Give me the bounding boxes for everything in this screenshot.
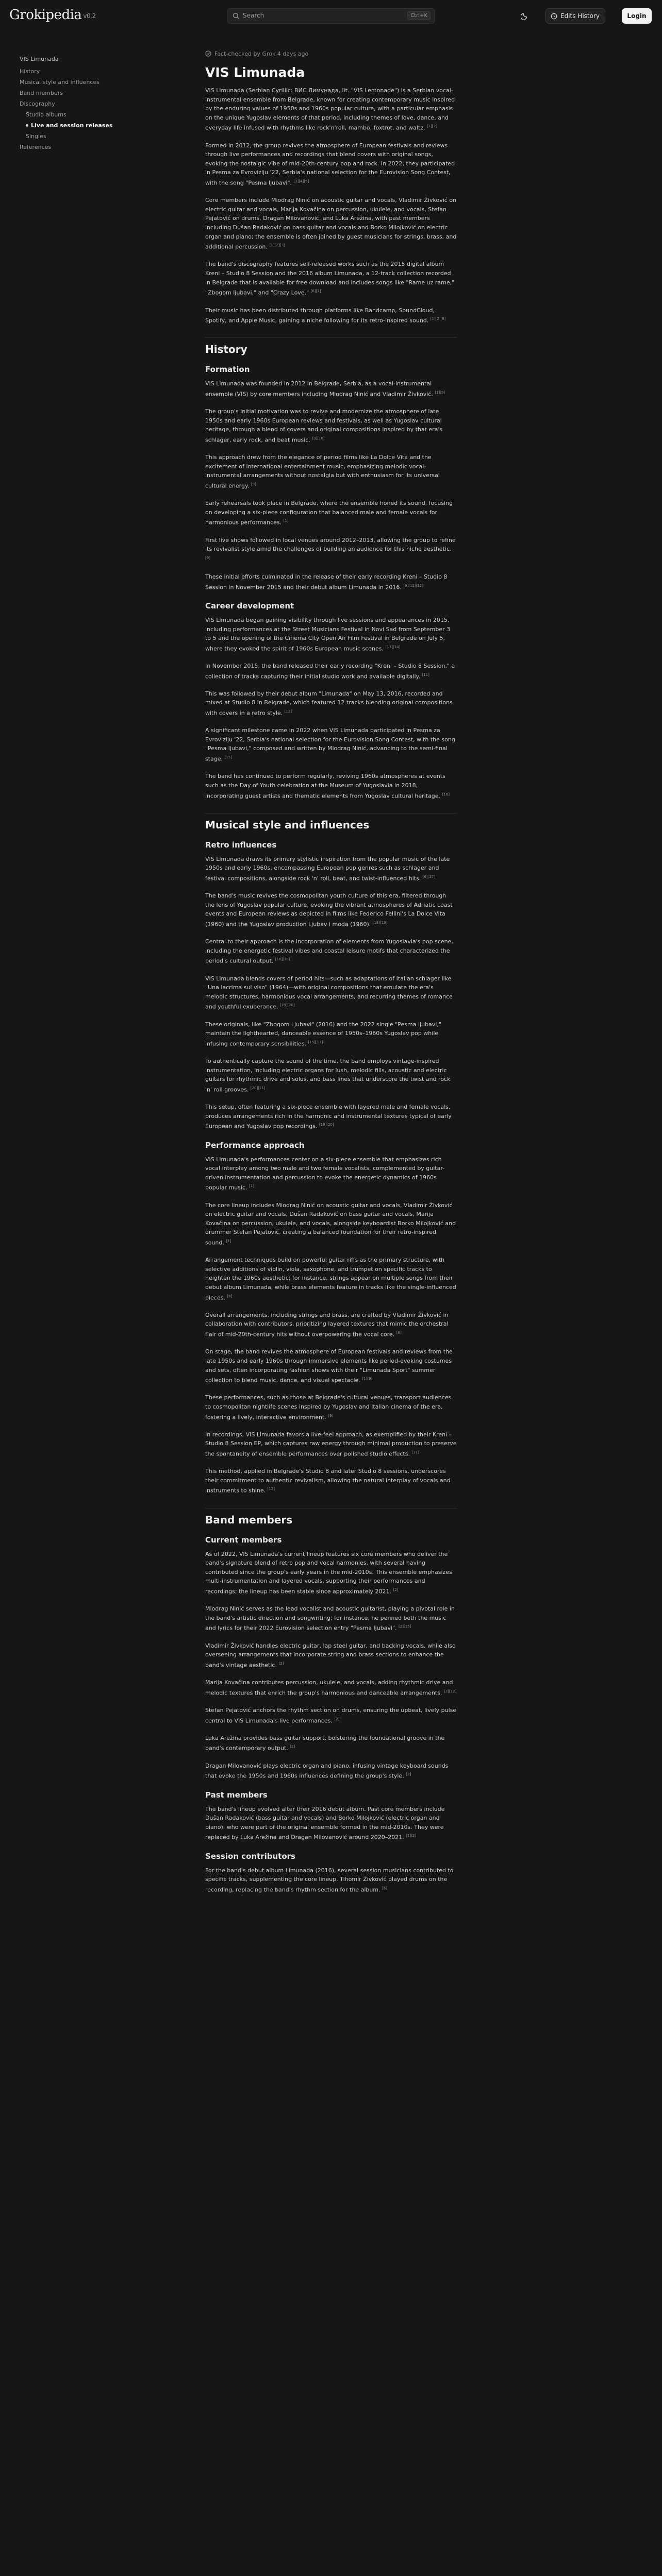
article-paragraph bbox=[205, 1256, 457, 1302]
toc-item-studio-albums[interactable]: Studio albums bbox=[26, 111, 67, 118]
citation[interactable]: [1][9] bbox=[362, 1377, 373, 1381]
citation[interactable]: [18][19] bbox=[372, 920, 388, 925]
citation[interactable]: [2] bbox=[406, 1772, 411, 1777]
citation[interactable]: [6][17] bbox=[422, 874, 436, 879]
search-shortcut: Ctrl+K bbox=[407, 11, 431, 20]
citation[interactable]: [11] bbox=[411, 1450, 419, 1454]
version-badge: v0.2 bbox=[83, 12, 96, 20]
theme-toggle-icon[interactable] bbox=[521, 11, 529, 20]
paragraph-text: In recordings, VIS Limunada favors a live-feel approach, as exemplified by their Kreni – Studio 8 Session EP, which captures raw energy through minimal production to preserve the spontaneity of ensemble performances over polished studio effects. bbox=[205, 1431, 457, 1458]
paragraph-text: Luka Arežina provides bass guitar support, bolstering the foundational groove in the band's contemporary output. bbox=[205, 1734, 445, 1752]
article-paragraph bbox=[205, 1805, 457, 1842]
article-paragraph bbox=[205, 536, 457, 564]
paragraph-text: These originals, like "Zbogom Ljubavi" (2016) and the 2022 single "Pesma ljubavi," maintain the lighthearted, danceable essence of 1950s–1960s Yugoslav pop while infusing contemporary sensibilities. bbox=[205, 1021, 441, 1047]
citation[interactable]: [6] bbox=[396, 1331, 402, 1335]
check-icon bbox=[205, 50, 211, 57]
toc-title[interactable]: VIS Limunada bbox=[20, 56, 59, 62]
paragraph-text: Central to their approach is the incorporation of elements from Yugoslavia's pop scene, including the energetic festival vibes and coastal leisure motifs that characterized the period's cultural output. bbox=[205, 938, 453, 965]
article-paragraph bbox=[205, 1347, 457, 1385]
citation[interactable]: [20][21] bbox=[250, 1086, 266, 1090]
citation[interactable]: [18][20] bbox=[319, 1123, 334, 1127]
search-input[interactable] bbox=[243, 12, 387, 19]
citation[interactable]: [2][15] bbox=[399, 1624, 411, 1629]
subsection-heading: Retro influences bbox=[205, 840, 277, 850]
article-paragraph bbox=[205, 1155, 457, 1193]
toc-item-musical-style[interactable]: Musical style and influences bbox=[20, 79, 100, 86]
paragraph-text: To authentically capture the sound of the time, the band employs vintage-inspired instrumentation, including electric organs for lush, melodic fills, acoustic and electric guitars for rhythmic drive and solos, and bass lines that underscore the twist and rock 'n' roll grooves. bbox=[205, 1058, 451, 1093]
paragraph-text: The core lineup includes Miodrag Ninić on acoustic guitar and vocals, Vladimir Živković on electric guitar and vocals, Dušan Radaković on bass guitar and vocals, Marija Kovačina on percussion, ukulele, and vocals, alongside keyboardist Borko Milojković and drummer Stefan Pejatović, creating a balanced foundation for their retro-inspired sound. bbox=[205, 1201, 456, 1246]
article-paragraph bbox=[205, 1430, 457, 1459]
section-heading: History bbox=[205, 337, 457, 355]
paragraph-text: A significant milestone came in 2022 when VIS Limunada participated in Pesma za Evroviziju '22, Serbia's national selection for the Eurovision Song Contest, with the song "Pesma ljubavi," composed and written by Miodrag Ninić, advancing to the semi-final stage. bbox=[205, 727, 455, 762]
article-paragraph bbox=[205, 1550, 457, 1597]
article-paragraph bbox=[205, 1201, 457, 1248]
article-paragraph bbox=[205, 1761, 457, 1781]
citation[interactable]: [9] bbox=[328, 1413, 334, 1418]
article-paragraph bbox=[205, 1641, 457, 1670]
paragraph-text: Overall arrangements, including strings and brass, are crafted by Vladimir Živković in collaboration with contributors, prioritizing layered textures that mimic the orchestral flair of mid-20th-century hits without overpowering the vocal core. bbox=[205, 1311, 449, 1338]
article-paragraph bbox=[205, 1311, 457, 1339]
article-paragraph bbox=[205, 937, 457, 965]
paragraph-text: The band has continued to perform regularly, reviving 1960s atmospheres at events such as the Day of Youth celebration at the Museum of Yugoslavia in 2018, incorporating guest artists and thematic elements from Yugoslav cultural heritage. bbox=[205, 773, 445, 800]
citation[interactable]: [9] bbox=[205, 555, 210, 560]
toc-item-live-session-releases[interactable]: Live and session releases bbox=[20, 122, 138, 133]
paragraph-text: First live shows followed in local venues around 2012–2013, allowing the group to refine its revivalist style amid the challenges of building an audience for this niche aesthetic. bbox=[205, 536, 456, 553]
citation[interactable]: [9] bbox=[251, 482, 256, 486]
site-logo[interactable]: Grokipedia $^{v0.2}$ bbox=[9, 7, 96, 23]
paragraph-text: These performances, such as those at Belgrade's cultural venues, transport audiences to cosmopolitan nightlife scenes inspired by Yugoslav and Italian cinema of the era, fostering a lively, interactive environment. bbox=[205, 1394, 452, 1421]
toc-item-history[interactable]: History bbox=[20, 68, 40, 75]
article-paragraph bbox=[205, 1467, 457, 1495]
citation[interactable]: [3][4][5] bbox=[293, 179, 309, 183]
citation[interactable]: [15][17] bbox=[308, 1040, 323, 1044]
paragraph-text: This was followed by their debut album "Limunada" on May 13, 2016, recorded and mixed at Studio 8 in Belgrade, which featured 12 tracks blending original compositions with covers in a retro style. bbox=[205, 690, 453, 717]
article-paragraph bbox=[205, 1866, 457, 1894]
citation[interactable]: [16][18] bbox=[275, 957, 290, 962]
search-icon bbox=[233, 12, 240, 20]
citation[interactable]: [1] bbox=[283, 519, 289, 523]
paragraph-text: On stage, the band revives the atmosphere of European festivals and reviews from the late 1950s and early 1960s through immersive elements like period-evoking costumes and sets, often incorporating fashion shows with their "Limunada Sport" summer collection to blend music, dance, and visual spectacle. bbox=[205, 1348, 453, 1384]
table-of-contents bbox=[20, 56, 138, 155]
login-button[interactable]: Login bbox=[622, 8, 652, 24]
article-paragraph bbox=[205, 453, 457, 490]
citation[interactable]: [1][2][3] bbox=[269, 243, 285, 248]
paragraph-text: Marija Kovačina contributes percussion, ukulele, and vocals, adding rhythmic drive and melodic textures that enrich the group's harmonious and danceable arrangements. bbox=[205, 1679, 453, 1697]
article-paragraph bbox=[205, 1706, 457, 1725]
article-paragraph bbox=[205, 1103, 457, 1131]
article-paragraph bbox=[205, 974, 457, 1012]
article-paragraph bbox=[205, 1734, 457, 1753]
paragraph-text: Arrangement techniques build on powerful guitar riffs as the primary structure, with selective additions of violin, viola, saxophone, and trumpet on specific tracks to heighten the 1960s aesthetic; for instance, strings appear on multiple songs from their debut album Limunada, while brass elements feature in tracks like the single-influenced pieces. bbox=[205, 1257, 456, 1301]
paragraph-text: Early rehearsals took place in Belgrade, where the ensemble honed its sound, focusing on developing a six-piece configuration that balanced male and female vocals for harmonious performances. bbox=[205, 500, 453, 527]
subsection-heading: Past members bbox=[205, 1790, 268, 1800]
subsection-heading: Performance approach bbox=[205, 1140, 305, 1150]
citation[interactable]: [15] bbox=[224, 755, 232, 760]
citation[interactable]: [2][12] bbox=[443, 1689, 457, 1693]
paragraph-text: VIS Limunada (Serbian Cyrillic: ВИС Лимунада, lit. "VIS Lemonade") is a Serbian vocal-instrumental ensemble from Belgrade, known for creating contemporary music inspired by the enduring values of 1950s and 1960s popular culture, with a particular emphasis on the unique Yugoslav elements of that period, including themes of love, dance, and everyday life infused with rhythms like rock'n'roll, mambo, foxtrot, and waltz. bbox=[205, 87, 455, 132]
intro bbox=[205, 86, 457, 325]
active-indicator-icon bbox=[26, 124, 28, 127]
citation[interactable]: [1] bbox=[249, 1184, 254, 1189]
toc-item-singles[interactable]: Singles bbox=[26, 133, 46, 140]
citation[interactable]: [2] bbox=[290, 1744, 295, 1749]
article-paragraph bbox=[205, 855, 457, 883]
edits-history-button[interactable]: Edits History bbox=[545, 8, 605, 24]
citation[interactable]: [19][20] bbox=[279, 1003, 295, 1008]
article-paragraph bbox=[205, 616, 457, 653]
citation[interactable]: [1] bbox=[226, 1239, 231, 1243]
paragraph-text: The band's music revives the cosmopolitan youth culture of this era, filtered through the lens of Yugoslav popular culture, evoking the vibrant atmospheres of Adriatic coast events and European reviews as depicted in films like Federico Fellini's La Dolce Vita (1960) and the Yugoslav production Ljubav i moda (1960). bbox=[205, 892, 453, 928]
citation[interactable]: [11] bbox=[422, 672, 429, 677]
paragraph-text: For the band's debut album Limunada (2016), several session musicians contributed to specific tracks, supplementing the core lineup. Tihomir Živković played drums on the recording, replacing the band's rhythm section for the album. bbox=[205, 1867, 454, 1893]
paragraph-text: Stefan Pejatović anchors the rhythm section on drums, ensuring the upbeat, lively pulse central to VIS Limunada's live performances. bbox=[205, 1707, 457, 1724]
paragraph-text: Their music has been distributed through platforms like Bandcamp, SoundCloud, Spotify, and Apple Music, gaining a niche following for its retro-inspired sound. bbox=[205, 307, 435, 324]
subsection-heading: Career development bbox=[205, 601, 294, 611]
article-paragraph bbox=[205, 689, 457, 718]
paragraph-text: This approach drew from the elegance of period films like La Dolce Vita and the excitement of international entertainment music, emphasizing melodic vocal-instrumental arrangements without nostalgia but with enthusiasm for its universal cultural energy. bbox=[205, 454, 440, 489]
article-paragraph bbox=[205, 1020, 457, 1048]
paragraph-text: Dragan Milovanović plays electric organ and piano, infusing vintage keyboard sounds that evoke the 1950s and 1960s influences defining the group's style. bbox=[205, 1762, 449, 1780]
article-paragraph bbox=[205, 1057, 457, 1094]
top-bar bbox=[0, 0, 662, 32]
page-title: VIS Limunada bbox=[205, 65, 305, 80]
citation[interactable]: [2] bbox=[334, 1717, 340, 1721]
toc-item-discography[interactable]: Discography bbox=[20, 100, 55, 107]
paragraph-text: This method, applied in Belgrade's Studio 8 and later Studio 8 sessions, underscores their commitment to authentic revivalism, allowing the natural interplay of vocals and instruments to shine. bbox=[205, 1468, 451, 1495]
citation[interactable]: [6][7] bbox=[310, 289, 321, 294]
paragraph-text: Core members include Miodrag Ninić on acoustic guitar and vocals, Vladimir Živković on electric guitar and vocals, Marija Kovačina on percussion, ukulele, and vocals, Stefan Pejatović on drums, Dragan Milovanović, and Luka Arežina, with past members including Dušan Radaković on bass guitar and vocals and Borko Milojković on electric organ and piano; the ensemble is often joined by guest musicians for strings, brass, and additional percussion. bbox=[205, 197, 457, 250]
toc-item-references[interactable]: References bbox=[20, 144, 52, 150]
article-paragraph bbox=[205, 499, 457, 527]
citation[interactable]: [2] bbox=[278, 1661, 284, 1666]
citation[interactable]: [9][11][12] bbox=[403, 583, 423, 588]
article-paragraph bbox=[205, 196, 457, 251]
paragraph-text: The band's lineup evolved after their 2016 debut album. Past core members include Dušan Radaković (bass guitar and vocals) and Borko Milojković (electric organ and piano), who were part of the original ensemble formed in the mid-2010s. They were replaced by Luka Arežina and Dragan Milovanović around 2020–2021. bbox=[205, 1805, 445, 1841]
subsection-heading: Formation bbox=[205, 365, 250, 375]
paragraph-text: VIS Limunada began gaining visibility through live sessions and appearances in 2015, including performances at the Street Musicians Festival in Novi Sad from September 3 to 5 and the opening of the Cinema City Open Air Film Festival in Belgrade on July 5, where they evoked the spirit of 1960s European music scenes. bbox=[205, 616, 451, 652]
paragraph-text: In November 2015, the band released their early recording "Kreni – Studio 8 Session," a collection of tracks capturing their initial studio work and available digitally. bbox=[205, 663, 455, 680]
article-paragraph bbox=[205, 1393, 457, 1421]
article-paragraph bbox=[205, 1604, 457, 1633]
subsection-heading: Session contributors bbox=[205, 1851, 295, 1861]
section-heading: Musical style and influences bbox=[205, 813, 457, 831]
citation[interactable]: [2] bbox=[393, 1588, 399, 1592]
article-paragraph bbox=[205, 662, 457, 681]
paragraph-text: As of 2022, VIS Limunada's current lineup features six core members who deliver the band's signature blend of retro pop and vocal harmonies, with several having contributed since the group's early years in the mid-2010s. This ensemble emphasizes multi-instrumentation and layered vocals, supporting their performances and recordings; the lineup has been stable since approximately 2021. bbox=[205, 1550, 452, 1595]
fact-check-note: Fact-checked by Grok 4 days ago bbox=[205, 50, 457, 58]
citation[interactable]: [12] bbox=[267, 1487, 275, 1492]
section-heading: Band members bbox=[205, 1508, 457, 1526]
citation[interactable]: [12] bbox=[284, 709, 292, 714]
citation[interactable]: [6] bbox=[382, 1886, 387, 1890]
toc-item-band-members[interactable]: Band members bbox=[20, 90, 63, 96]
citation[interactable]: [6] bbox=[227, 1294, 233, 1298]
article-paragraph bbox=[205, 86, 457, 133]
article-paragraph bbox=[205, 1678, 457, 1698]
article-paragraph bbox=[205, 379, 457, 399]
citation[interactable]: [1][2][8] bbox=[430, 317, 446, 321]
article-paragraph bbox=[205, 891, 457, 929]
article bbox=[205, 50, 457, 1903]
search-box[interactable] bbox=[227, 8, 435, 24]
article-paragraph bbox=[205, 306, 457, 326]
paragraph-text: VIS Limunada blends covers of period hits—such as adaptations of Italian schlager like "Una lacrima sul viso" (1964)—with original compositions that emulate the era's melodic structures, harmonious vocal arrangements, and recurring themes of romance and youthful exuberance. bbox=[205, 975, 453, 1011]
article-paragraph bbox=[205, 260, 457, 297]
paragraph-text: These initial efforts culminated in the release of their early recording Kreni – Studio 8 Session in November 2015 and their debut album Limunada in 2016. bbox=[205, 573, 448, 591]
paragraph-text: VIS Limunada draws its primary stylistic inspiration from the popular music of the late 1950s and early 1960s, encompassing European pop genres such as schlager and festival compositions, alongside rock 'n' roll, beat, and twist-influenced hits. bbox=[205, 855, 450, 882]
citation[interactable]: [9][10] bbox=[312, 436, 325, 440]
citation[interactable]: [13][14] bbox=[385, 645, 401, 649]
paragraph-text: VIS Limunada's performances center on a six-piece ensemble that emphasizes rich vocal interplay among two male and two female vocalists, complemented by guitar-driven instrumentation and percussion to evoke the energetic dynamics of 1960s popular music. bbox=[205, 1156, 445, 1192]
paragraph-text: The group's initial motivation was to revive and modernize the atmosphere of late 1950s and early 1960s European reviews and festivals, as well as Yugoslav cultural heritage, through a blend of covers and original compositions inspired by that era's schlager, early rock, and beat music. bbox=[205, 408, 443, 444]
paragraph-text: Formed in 2012, the group revives the atmosphere of European festivals and reviews through live performances and recordings that blend covers with original songs, evoking the nostalgic vibe of mid-20th-century pop and rock. In 2022, they participated in Pesma za Evroviziju '22, Serbia's national selection for the Eurovision Song Contest, with the song "Pesma ljubavi". bbox=[205, 142, 455, 187]
article-paragraph bbox=[205, 772, 457, 800]
article-paragraph bbox=[205, 726, 457, 764]
paragraph-text: The band's discography features self-released works such as the 2015 digital album Kreni – Studio 8 Session and the 2016 album Limunada, a 12-track collection recorded in Belgrade that is available for free download and includes songs like "Rame uz rame," "Zbogom ljubavi," and "Crazy Love." bbox=[205, 261, 455, 296]
subsection-heading: Current members bbox=[205, 1535, 282, 1545]
citation[interactable]: [1][2] bbox=[427, 124, 437, 129]
citation[interactable]: [1][9] bbox=[435, 390, 445, 395]
paragraph-text: This setup, often featuring a six-piece ensemble with layered male and female vocals, produces arrangements rich in the harmonic and instrumental textures typical of early European and Yugoslav pop recordings. bbox=[205, 1104, 452, 1130]
citation[interactable]: [16] bbox=[442, 792, 450, 796]
paragraph-text: Vladimir Živković handles electric guitar, lap steel guitar, and backing vocals, while also overseeing arrangements that incorporate string and brass sections to enhance the band's vintage aesthetic. bbox=[205, 1642, 456, 1669]
paragraph-text: Miodrag Ninić serves as the lead vocalist and acoustic guitarist, playing a pivotal role in the band's artistic direction and songwriting; for instance, he penned both the music and lyrics for their 2022 Eurovision selection entry "Pesma ljubavi". bbox=[205, 1605, 455, 1632]
article-paragraph bbox=[205, 407, 457, 445]
history-icon bbox=[551, 13, 557, 20]
article-paragraph bbox=[205, 572, 457, 592]
citation[interactable]: [1][2] bbox=[406, 1834, 417, 1838]
paragraph-text: VIS Limunada was founded in 2012 in Belgrade, Serbia, as a vocal-instrumental ensemble (VIS) by core members including Miodrag Ninić and Vladimir Živković. bbox=[205, 380, 433, 398]
article-sections bbox=[205, 337, 457, 1894]
article-paragraph bbox=[205, 141, 457, 188]
